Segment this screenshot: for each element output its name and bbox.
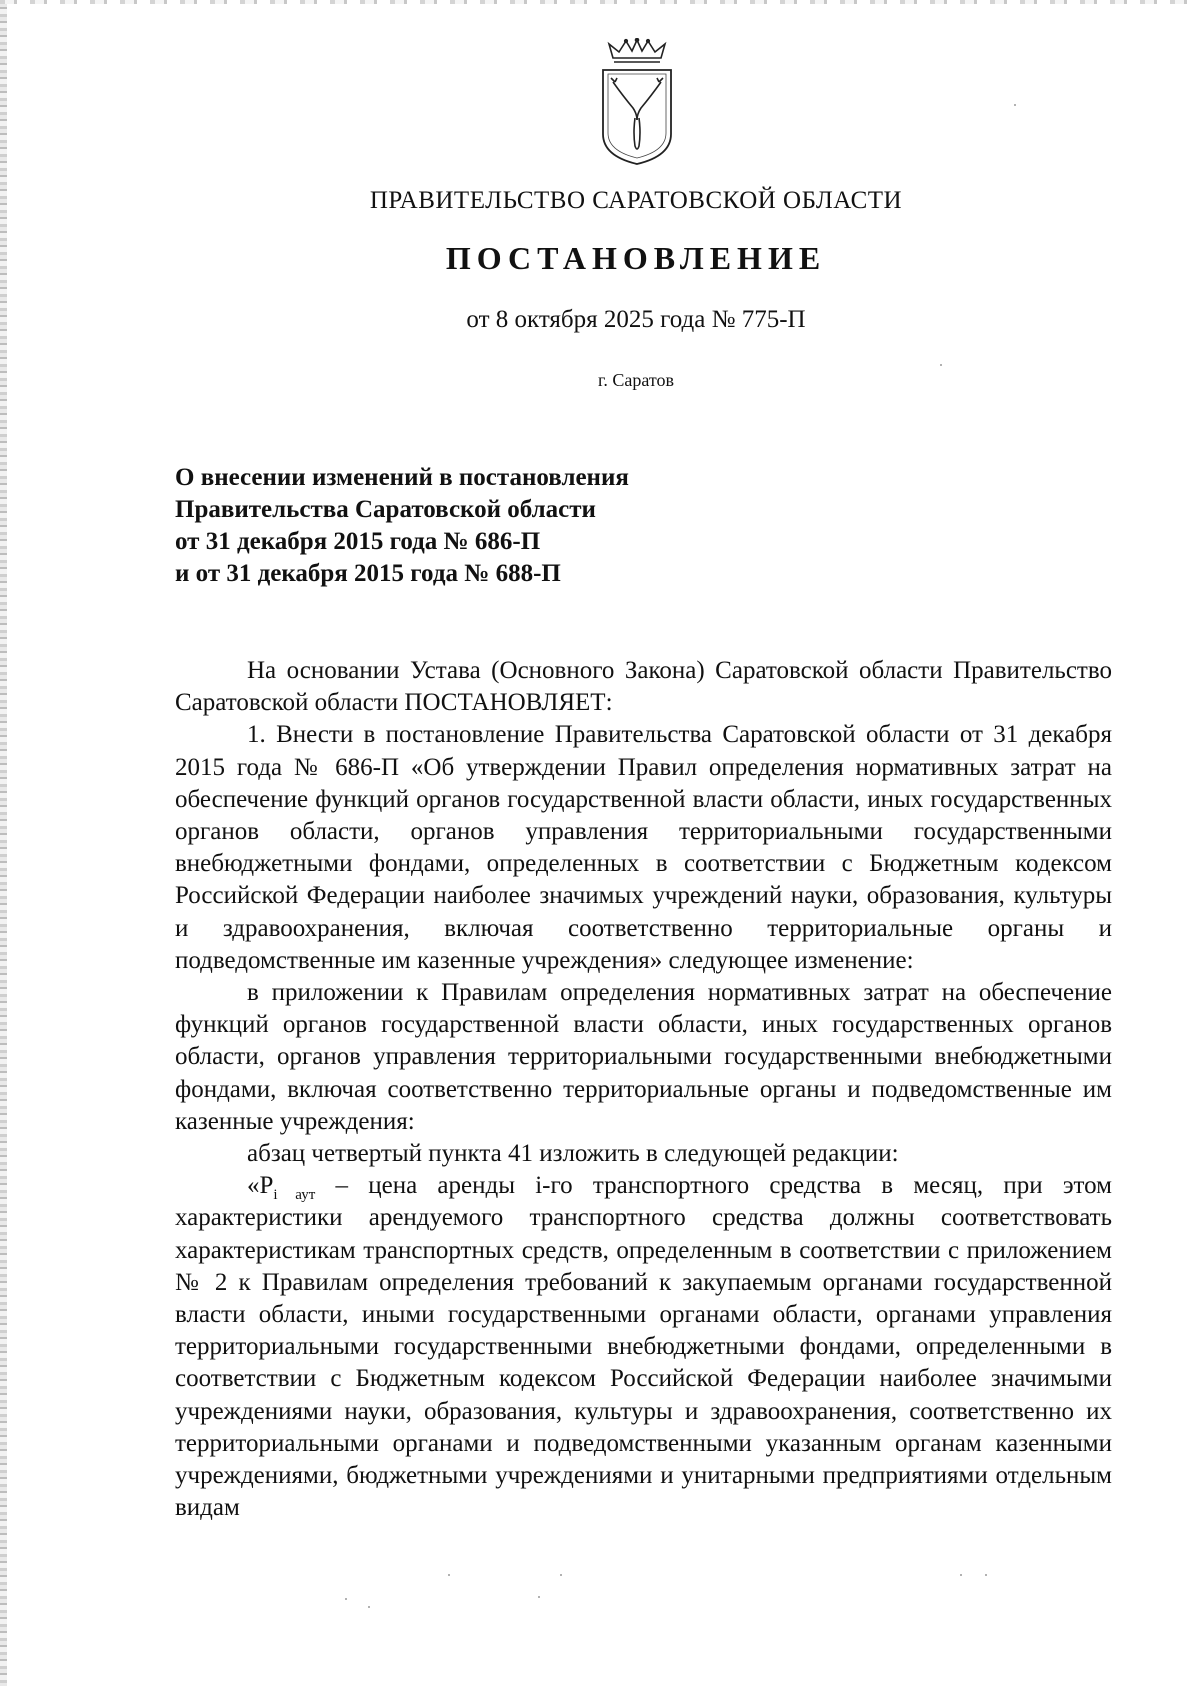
body-paragraph-formula — [175, 1170, 1112, 1524]
formula-symbol: «P — [247, 1172, 274, 1200]
document-body — [175, 655, 1112, 1524]
government-name: ПРАВИТЕЛЬСТВО САРАТОВСКОЙ ОБЛАСТИ — [369, 187, 903, 214]
formula-definition: – цена аренды i-го транспортного средства в месяц, при этом характеристики арендуемого транспортного средства должны соответствовать характеристикам транспортных средств, определенным в соответствии с приложением № 2 к Правилам определения требований к закупаемым органами государственной власти области, иными государственными органами области, органами управления территориальными государственными внебюджетными фондами, определенными в соответствии с Бюджетным кодексом Российской Федерации наиболее значимыми учреждениями науки, образования, культуры и здравоохранения, соответственно их территориальными органами и подведомственными указанным органам казенными учреждениями, бюджетными учреждениями и унитарными предприятиями отдельным видам — [175, 1172, 1112, 1522]
scan-speck — [538, 1596, 540, 1598]
body-paragraph: 1. Внести в постановление Правительства Саратовской области от 31 декабря 2015 года № 686-П «Об утверждении Правил определения нормативных затрат на обеспечение функций органов государственной власти области, иных государственных органов области, органов управления территориальными государственными внебюджетными фондами, определенных в соответствии с Бюджетным кодексом Российской Федерации наиболее значимых учреждений науки, образования, культуры и здравоохранения, включая соответственно территориальные органы и подведомственные им казенные учреждения» следующее изменение: — [175, 721, 1112, 974]
title-line: и от 31 декабря 2015 года № 688-П — [175, 560, 561, 587]
scan-speck — [448, 1574, 450, 1576]
title-line: О внесении изменений в постановления — [175, 464, 629, 491]
body-paragraph: в приложении к Правилам определения нормативных затрат на обеспечение функций органов государственной власти области, иных государственных органов области, органов управления территориальными государственными внебюджетными фондами, включая соответственно территориальные органы и подведомственные им казенные учреждения: — [175, 979, 1112, 1135]
scan-speck — [960, 1574, 962, 1576]
document-type: ПОСТАНОВЛЕНИЕ — [445, 240, 827, 276]
body-paragraph: На основании Устава (Основного Закона) Саратовской области Правительство Саратовской области ПОСТАНОВЛЯЕТ: — [175, 657, 1112, 717]
scan-edge-top — [0, 0, 1200, 4]
scan-speck — [345, 1598, 347, 1600]
document-date-number: от 8 октября 2025 года № 775-П — [466, 306, 806, 333]
scan-speck — [1014, 104, 1016, 106]
scan-speck — [368, 1606, 370, 1608]
scan-speck — [985, 1574, 987, 1576]
document-title — [175, 462, 815, 590]
formula-subscript: i аут — [273, 1187, 316, 1204]
title-line: Правительства Саратовской области — [175, 496, 596, 523]
title-line: от 31 декабря 2015 года № 686-П — [175, 528, 541, 555]
scan-edge-left — [0, 0, 7, 1686]
body-paragraph: абзац четвертый пункта 41 изложить в следующей редакции: — [247, 1140, 899, 1168]
document-city: г. Саратов — [598, 370, 674, 390]
scan-speck — [940, 364, 942, 366]
saratov-coat-of-arms-icon — [599, 38, 675, 166]
scan-speck — [560, 1574, 562, 1576]
